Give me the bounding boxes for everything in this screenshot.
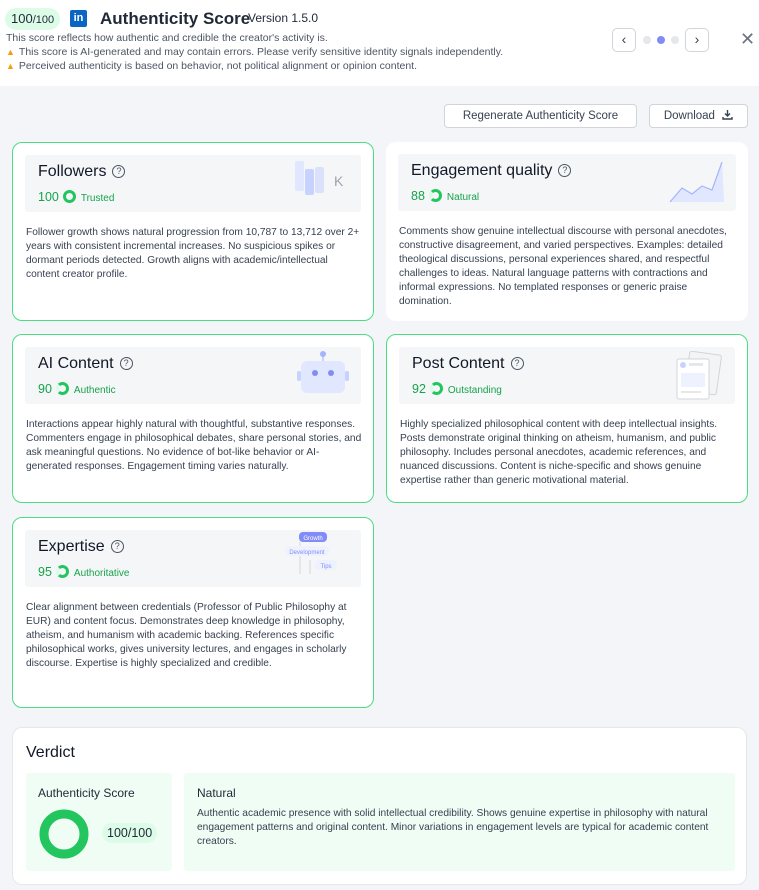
- card-title: Followers ?: [38, 163, 125, 181]
- followers-card: [12, 142, 374, 321]
- header-score-badge: 100/100: [5, 8, 60, 30]
- card-title: Expertise ?: [38, 538, 124, 556]
- prev-button[interactable]: [612, 28, 636, 52]
- help-icon[interactable]: ?: [112, 165, 125, 178]
- verdict-summary-box: [184, 773, 735, 871]
- card-description: Interactions appear highly natural with thoughtful, substantive responses. Commenters engage in philosophical debates, share personal stories, and ask meaningful questions. No evidence of bot-like behavior or AI-generated responses. Engagement timing varies naturally.: [26, 419, 362, 472]
- verdict-title: Verdict: [26, 744, 75, 761]
- score-ring-icon: [429, 189, 442, 202]
- close-icon[interactable]: ✕: [740, 29, 756, 49]
- score-label: Authoritative: [73, 568, 130, 579]
- download-icon: [722, 109, 733, 120]
- illustration-k-text: K: [334, 173, 344, 189]
- bar-chart-icon: [293, 159, 353, 203]
- score-ring-icon: [56, 382, 69, 395]
- score-label: Trusted: [80, 193, 115, 204]
- header-bar: [0, 0, 759, 86]
- verdict-score-badge: 100/100: [102, 823, 157, 843]
- card-header: [25, 347, 361, 404]
- card-description: Follower growth shows natural progression from 10,787 to 13,712 over 2+ years with consistent incremental increases. No suspicious spikes or dormant periods detected. Growth aligns with academic/intellectual content creator profile.: [26, 227, 360, 280]
- card-description: Highly specialized philosophical content with deep intellectual insights. Posts demonstrate original thinking on atheism, humanism, and public philosophy. Includes personal anecdotes, academic references, and nuanced discussions. Content is niche-specific and shows genuine expertise rather than generic motivational material.: [400, 419, 718, 486]
- next-button[interactable]: [685, 28, 709, 52]
- verdict-category: Natural: [197, 786, 236, 800]
- expertise-card: [12, 517, 374, 708]
- engagement-card: [386, 142, 748, 321]
- tag-growth: Growth: [303, 536, 323, 542]
- pager-dot-active[interactable]: [657, 36, 665, 44]
- verdict-score-box: [26, 773, 172, 871]
- pager-dot[interactable]: [671, 36, 679, 44]
- chevron-right-icon: ›: [694, 31, 700, 47]
- score-ring-icon: [56, 565, 69, 578]
- card-header: [25, 155, 361, 212]
- help-icon[interactable]: ?: [111, 540, 124, 553]
- card-header: [25, 530, 361, 587]
- card-title: Engagement quality ?: [411, 162, 571, 180]
- linkedin-icon: in: [70, 10, 87, 27]
- verdict-description: Authentic academic presence with solid intellectual credibility. Shows genuine expertise in philosophy with natural engagement patterns and original content. Minor variations in engagement levels are typical for academic content creators.: [197, 808, 709, 847]
- card-title: AI Content ?: [38, 355, 133, 373]
- download-label: Download: [663, 110, 715, 122]
- card-score: 92 Outstanding: [412, 382, 502, 396]
- download-button[interactable]: [649, 104, 748, 128]
- version-label: Version 1.5.0: [248, 11, 319, 25]
- score-ring-icon: [63, 190, 76, 203]
- card-title: Post Content ?: [412, 355, 524, 373]
- tag-tips: Tips: [320, 564, 332, 570]
- regenerate-button[interactable]: Regenerate Authenticity Score: [444, 104, 637, 128]
- score-label: Outstanding: [447, 385, 502, 396]
- card-header: [398, 154, 736, 211]
- card-score: 100 Trusted: [38, 190, 115, 204]
- verdict-panel: [12, 727, 747, 885]
- disclaimer-ai-text: This score is AI-generated and may contain errors. Please verify sensitive identity signals independently.: [18, 46, 504, 58]
- warning-icon: ▲: [6, 47, 15, 57]
- pager-dot[interactable]: [643, 36, 651, 44]
- card-score: 95 Authoritative: [38, 565, 130, 579]
- card-score: 88 Natural: [411, 189, 480, 203]
- help-icon[interactable]: ?: [558, 164, 571, 177]
- card-description: Clear alignment between credentials (Professor of Public Philosophy at EUR) and content focus. Demonstrates deep knowledge in philosophy, atheism, and humanism with academic backing. References specific philosophical works, gives university lectures, and engages in scholarly discourse. Expertise is highly specialized and credible.: [26, 602, 347, 669]
- ai-content-card: [12, 334, 374, 503]
- help-icon[interactable]: ?: [511, 357, 524, 370]
- post-content-card: [386, 334, 748, 503]
- disclaimer-ai: [6, 46, 503, 58]
- score-description: This score reflects how authentic and credible the creator's activity is.: [6, 32, 328, 44]
- page-title: Authenticity Score: [100, 9, 251, 28]
- score-label: Authentic: [73, 385, 116, 396]
- disclaimer-politics: [6, 60, 417, 72]
- card-score: 90 Authentic: [38, 382, 116, 396]
- card-header: [399, 347, 735, 404]
- warning-icon: ▲: [6, 61, 15, 71]
- posts-icon: [673, 351, 723, 403]
- disclaimer-politics-text: Perceived authenticity is based on behavior, not political alignment or opinion content.: [18, 60, 418, 72]
- help-icon[interactable]: ?: [120, 357, 133, 370]
- chevron-left-icon: ‹: [621, 31, 627, 47]
- score-label: Natural: [446, 192, 480, 203]
- verdict-score-label: Authenticity Score: [38, 786, 135, 800]
- tag-tree-icon: [283, 530, 349, 586]
- area-chart-icon: [668, 158, 726, 204]
- score-ring-icon: [430, 382, 443, 395]
- card-description: Comments show genuine intellectual discourse with personal anecdotes, constructive disagreement, and varied perspectives. Examples: detailed theological discussions, personal experiences shared, and respectful challenges to ideas. Natural language patterns with contractions and informal expressions. No templated responses or generic praise domination.: [399, 226, 727, 307]
- verdict-donut-icon: [38, 808, 90, 860]
- tag-development: Development: [289, 550, 325, 556]
- robot-icon: [297, 351, 349, 401]
